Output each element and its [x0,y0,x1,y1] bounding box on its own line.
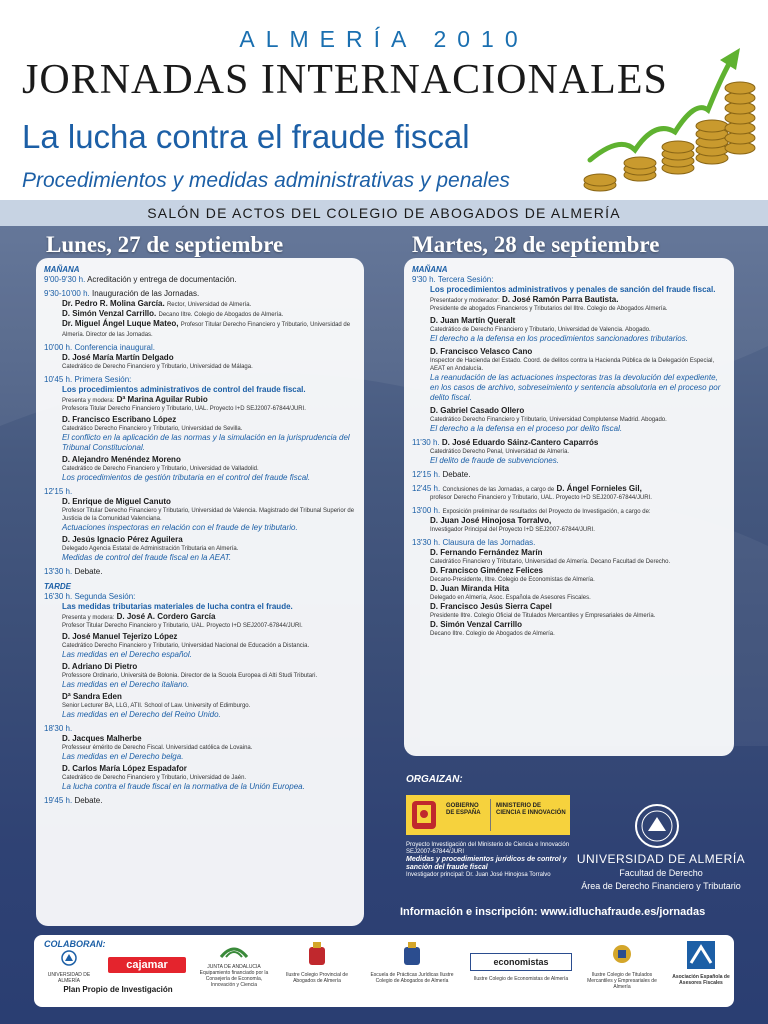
titulados-logo: Ilustre Colegio de Titulados Mercantiles y Empresariales de Almería [580,941,664,990]
day-title-tuesday: Martes, 28 de septiembre [412,232,660,257]
speaker: Dª Sandra Eden Senior Lecturer BA, LLG, ATII. School of Law. University of Edimburgo. Las medidas en el Derecho del Reino Unido. [62,692,251,719]
university-seal-icon [634,803,680,849]
plan-propio: Plan Propio de Investigación [63,985,173,994]
aedaf-logo: Asociación Española de Asesores Fiscales [672,941,730,986]
conclusions-block: 12'45 h. Conclusiones de las Jornadas, a cargo de D. Ángel Fornieles Gil, profesor Derecho Financiero y Tributario, UAL. Proyecto I+D SEJ2007-67844/JURI. [412,484,652,501]
debate-row: 19'45 h. Debate. [44,796,103,805]
speaker: D. Adriano Di Pietro Professore Ordinario, Università de Bolonia. Director de la Scuola Europea di Alti Studi Tributari. Las medidas en el Derecho italiano. [62,662,318,689]
speaker: D. Gabriel Casado Ollero Catedrático Derecho Financiero y Tributario, Universidad Complutense Madrid. Abogado. El derecho a la defensa en el proceso por delito fiscal. [430,406,667,433]
bar-association-icon [401,941,423,967]
university-small-icon [60,949,78,967]
morning-label: MAÑANA [44,265,80,274]
closing-block: 13'30 h. Clausura de las Jornadas. D. Fernando Fernández Marín Catedrático Financiero y Tributario, Universidad de Almería. Decano Facultad de Derecho. D. Francisco Giménez Felices Decano-Presidente, Iltre. Colegio de Economistas de Almería. D. Juan Miranda Hita Delegado en Almería, Asoc. Española de Asesores Fiscales. D. Francisco Jesús Sierra Capel Presidente Iltre. Colegio Oficial de Titulados Mercantiles y Empresariales de Almería. D. Simón Venzal Carrillo Decano Iltre. Colegio de Abogados de Almería. [412,538,728,638]
speaker: D. Fernando Fernández Marín Catedrático Financiero y Tributario, Universidad de Almería. Decano Facultad de Derecho. [430,548,671,565]
aedaf-icon [687,941,715,969]
speaker: D. José Manuel Tejerizo López Catedrático Derecho Financiero y Tributario, Universidad Nacional de Educación a Distancia. Las medidas en el Derecho español. [62,632,310,659]
spain-shield-icon [410,799,438,831]
main-title: JORNADAS INTERNACIONALES [22,57,668,103]
speaker: D. Francisco Escribano López Catedrático Derecho Financiero y Tributario, Universidad de Sevilla. El conflicto en la aplicación de las normas y la simulación en la jurisprudencia del Tribunal Constitucional. [62,415,350,452]
sub-subtitle: Procedimientos y medidas administrativas y penales [22,169,510,192]
conference-block: 10'00 h. Conferencia inaugural. D. José María Martín Delgado Catedrático de Derecho Financiero y Tributario, Universidad de Málaga. [44,343,253,370]
subtitle: La lucha contra el fraude fiscal [22,118,470,155]
block-1830: 18'30 h. D. Jacques Malherbe Professeur émérito de Derecho Fiscal. Universidad católica de Lovaina. Las medidas en el Derecho belga. D. Carlos María López Espadafor Catedrático de Derecho Financiero y Tributario, Universidad de Jaén. La lucha contra el fraude fiscal en la normativa de la Unión Europea. [44,724,358,792]
colegio-abogados-logo: Ilustre Colegio Provincial de Abogados de Almería [280,941,354,984]
titulados-crest-icon [611,941,633,967]
debate-row: 12'15 h. Debate. [412,470,471,479]
debate-row: 13'30 h. Debate. [44,567,103,576]
block-1215: 12'15 h. D. Enrique de Miguel Canuto Profesor Titular Derecho Financiero y Tributario, Universidad de Valencia. Magistrado del Tribunal Superior de Justicia de la Comunidad Valenciana. Actuaciones inspectoras en relación con el fraude de ley tributario. D. Jesús Ignacio Pérez Aguilera Delegado Agencia Estatal de Administración Tributaria en Almería. Medidas de control del fraude fiscal en la AEAT. [44,487,358,563]
economistas-logo: economistas Ilustre Colegio de Economistas de Almería [470,953,572,982]
organizers-label: ORGAIZAN: [406,774,463,785]
speaker: D. Francisco Giménez Felices Decano-Presidente, Iltre. Colegio de Economistas de Almería. [430,566,595,583]
tuesday-panel [404,258,734,756]
speaker: D. Enrique de Miguel Canuto Profesor Titular Derecho Financiero y Tributario, Universidad de Valencia. Magistrado del Tribunal Superior de Justicia de la Comunidad Valenciana. Actuaciones inspectoras en relación con el fraude de ley tributario. [62,497,355,532]
speaker: D. Alejandro Menéndez Moreno Catedrático de Derecho Financiero y Tributario, Universidad de Valladolid. Los procedimientos de gestión tributaria en el control del fraude fiscal. [62,455,311,482]
afternoon-label: TARDE [44,582,71,591]
speaker: D. Carlos María López Espadafor Catedrático de Derecho Financiero y Tributario, Universidad de Jaén. La lucha contra el fraude fiscal en la normativa de la Unión Europea. [62,764,305,791]
speaker: D. Juan Miranda Hita Delegado en Almería, Asoc. Española de Asesores Fiscales. [430,584,591,601]
session2-block: 16'30 h. Segunda Sesión: Las medidas tributarias materiales de lucha contra el fraude. Presenta y modera: D. José A. Cordero García Profesor Titular Derecho Financiero y Tributario, UAL. Proyecto I+D SEJ2007-67844/JURI. D. José Manuel Tejerizo López Catedrático Derecho Financiero y Tributario, Universidad Nacional de Educación a Distancia. Las medidas en el Derecho español. D. Adriano Di Pietro Professore Ordinario, Università de Bolonia. Director de la Scuola Europea di Alti Studi Tributari. Las medidas en el Derecho italiano. Dª Sandra Eden Senior Lecturer BA, LLG, ATII. School of Law. University of Edimburgo. Las medidas en el Derecho del Reino Unido. [44,592,358,720]
speaker: D. Jesús Ignacio Pérez Aguilera Delegado Agencia Estatal de Administración Tributaria en Almería. Medidas de control del fraude fiscal en la AEAT. [62,535,239,562]
speaker: D. Juan Martín Queralt Catedrático de Derecho Financiero y Tributario, Universidad de Valencia. Abogado. El derecho a la defensa en los procedimientos sancionadores tributarios. [430,316,688,343]
escuela-practicas-logo: Escuela de Prácticas Jurídicas Ilustre Colegio de Abogados de Almería [362,941,462,984]
block-1130: 11'30 h. D. José Eduardo Sáinz-Cantero Caparrós Catedrático Derecho Penal, Universidad de Almería. El delito de fraude de subvenciones. [412,438,599,465]
venue-bar: SALÓN DE ACTOS DEL COLEGIO DE ABOGADOS DE ALMERÍA [0,200,768,226]
government-logo: GOBIERNO DE ESPAÑA MINISTERIO DE CIENCIA E INNOVACIÓN [406,795,570,835]
monday-panel [36,258,364,926]
opening-block: 9'30-10'00 h. Inauguración de las Jornadas. Dr. Pedro R. Molina García. Rector, Universidad de Almería. D. Simón Venzal Carrillo. Decano Iltre. Colegio de Abogados de Almería. Dr. Miguel Ángel Luque Mateo, Profesor Titular Derecho Financiero y Tributario, Universidad de Almería. Director de las Jornadas. [44,289,351,338]
collaborators-strip [34,935,734,1007]
speaker: D. Francisco Jesús Sierra Capel Presidente Iltre. Colegio Oficial de Titulados Mercantiles y Empresariales de Almería. [430,602,656,619]
collaborators-label: COLABORAN: [44,939,106,949]
speaker: D. Simón Venzal Carrillo Decano Iltre. Colegio de Abogados de Almería. [430,620,555,637]
bar-association-icon [306,941,328,967]
session3-block: 9'30 h. Tercera Sesión: Los procedimientos administrativos y penales de sanción del fraude fiscal. Presentador y moderador: D. José Ramón Parra Bautista. Presidente de abogados Financieros y Tributarios del Iltre. Colegio de Abogados Almería. D. Juan Martín Queralt Catedrático de Derecho Financiero y Tributario, Universidad de Valencia. Abogado. El derecho a la defensa en los procedimientos sancionadores tributarios. D. Francisco Velasco Cano Inspector de Hacienda del Estado. Coord. de delitos contra la Hacienda Pública de la Delegación Especial, AEAT en Andalucía. La reanudación de las actuaciones inspectoras tras la devolución del expediente, en los casos de archivo, sobreseimiento y sentencia absolutoria en el proceso por delito fiscal. D. Gabriel Casado Ollero Catedrático Derecho Financiero y Tributario, Universidad Complutense Madrid. Abogado. El derecho a la defensa en el proceso por delito fiscal. [412,275,728,434]
city-year: ALMERÍA 2010 [239,26,529,52]
divider [490,799,491,831]
coins-growth-icon [580,40,760,200]
morning-label: MAÑANA [412,265,448,274]
session1-block: 10'45 h. Primera Sesión: Los procedimientos administrativos de control del fraude fiscal. Presenta y modera: Dª Marina Aguilar Rubio Profesora Titular Derecho Financiero y Tributario, UAL. Proyecto I+D SEJ2007-67844/JURI. D. Francisco Escribano López Catedrático Derecho Financiero y Tributario, Universidad de Sevilla. El conflicto en la aplicación de las normas y la simulación en la jurisprudencia del Tribunal Constitucional. D. Alejandro Menéndez Moreno Catedrático de Derecho Financiero y Tributario, Universidad de Valladolid. Los procedimientos de gestión tributaria en el control del fraude fiscal. [44,375,358,483]
exposition-block: 13'00 h. Exposición preliminar de resultados del Proyecto de Investigación, a cargo de: D. Juan José Hinojosa Torralvo, Investigador Principal del Proyecto I+D SEJ2007-67844/JURI. [412,506,651,533]
poster-header [0,0,768,200]
university-block: UNIVERSIDAD DE ALMERÍA Facultad de Derecho Área de Derecho Financiero y Tributario [576,852,746,891]
speaker: D. Jacques Malherbe Professeur émérito de Derecho Fiscal. Universidad católica de Lovaina. Las medidas en el Derecho belga. [62,734,253,761]
junta-andalucia-logo: JUNTA DE ANDALUCIA Equipamiento financiado por la Consejería de Economía, Innovación y Ciencia [194,941,274,988]
info-registration-link[interactable]: Información e inscripción: www.idluchafraude.es/jornadas [400,906,706,918]
speaker: D. Francisco Velasco Cano Inspector de Hacienda del Estado. Coord. de delitos contra la Hacienda Pública de la Delegación Especial, AEAT en Andalucía. La reanudación de las actuaciones inspectoras tras la devolución del expediente, en los casos de archivo, sobreseimiento y sentencia absolutoria en el proceso por delito fiscal. [430,347,721,402]
accreditation-row: 9'00-9'30 h. Acreditación y entrega de documentación. [44,275,237,284]
ual-logo: UNIVERSIDAD DE ALMERÍA [38,949,100,984]
day-title-monday: Lunes, 27 de septiembre [46,232,284,257]
project-info: Proyecto Investigación del Ministerio de Ciencia e Innovación SEJ2007-67844/JURI Medidas y procedimientos jurídicos de control y sanción del fraude fiscal Investigador principal: Dr. Juan José Hinojosa Torralvo [406,842,570,878]
junta-andalucia-icon [219,941,249,959]
cajamar-logo: cajamar [108,957,186,973]
